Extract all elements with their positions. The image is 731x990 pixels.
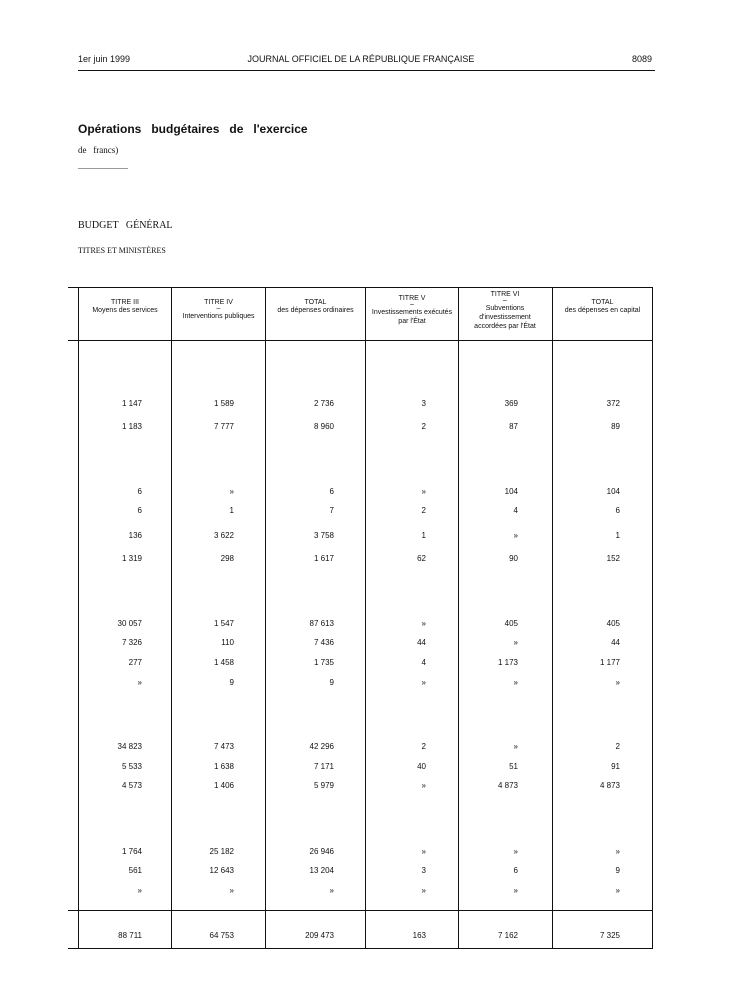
table-cell: 3 (421, 866, 426, 875)
column-header-separator: – (503, 297, 507, 304)
column-divider (652, 287, 653, 949)
table-cell: 104 (606, 487, 620, 496)
table-cell: » (615, 678, 620, 687)
table-cell: 6 (329, 487, 334, 496)
column-header-desc: Moyens des services (92, 307, 158, 314)
table-cell: 62 (417, 554, 426, 563)
column-header (463, 292, 547, 331)
table-cell: 51 (509, 762, 518, 771)
column-header-desc: Interventions publiques (182, 313, 255, 320)
table-cell: » (229, 487, 234, 496)
table-cell: 1 735 (313, 658, 334, 667)
table-cell: 1 764 (121, 847, 142, 856)
table-cell: 2 (615, 742, 620, 751)
total-cell: 7 325 (599, 931, 620, 940)
table-cell: 13 204 (309, 866, 334, 875)
column-header-title: TOTAL (304, 299, 327, 306)
table-cell: 1 (615, 531, 620, 540)
table-cell: 8 960 (313, 422, 334, 431)
table-cell: 2 (421, 506, 426, 515)
section-title: Opérations budgétaires de l'exercice (78, 122, 308, 136)
header-page-number: 8089 (631, 54, 652, 64)
table-cell: 34 823 (117, 742, 142, 751)
table-cell: 25 182 (209, 847, 234, 856)
table-cell: 7 171 (313, 762, 334, 771)
table-cell: » (421, 886, 426, 895)
column-header-desc: des dépenses ordinaires (277, 307, 354, 314)
table-cell: 4 873 (599, 781, 620, 790)
table-cell: » (615, 847, 620, 856)
table-cell: » (329, 886, 334, 895)
column-divider (171, 287, 172, 949)
table-cell: 6 (513, 866, 518, 875)
table-cell: 1 406 (213, 781, 234, 790)
table-cell: 7 326 (121, 638, 142, 647)
table-cell: » (421, 619, 426, 628)
header-rule (78, 70, 655, 71)
table-cell: » (421, 781, 426, 790)
table-cell: 1 177 (599, 658, 620, 667)
column-header-title: TITRE V (398, 295, 426, 302)
table-cell: 1 319 (121, 554, 142, 563)
table-cell: 1 638 (213, 762, 234, 771)
table-cell: 90 (509, 554, 518, 563)
table-cell: 89 (611, 422, 620, 431)
column-header-separator: – (410, 301, 414, 308)
table-cell: » (229, 886, 234, 895)
table-cell: » (421, 847, 426, 856)
column-header-desc: des dépenses en capital (564, 307, 641, 314)
table-cell: 44 (611, 638, 620, 647)
table-cell: 6 (615, 506, 620, 515)
table-cell: 91 (611, 762, 620, 771)
table-cell: 369 (504, 399, 518, 408)
table-cell: » (513, 847, 518, 856)
table-cell: 3 (421, 399, 426, 408)
table-cell: 44 (417, 638, 426, 647)
total-cell: 163 (412, 931, 426, 940)
table-cell: 12 643 (209, 866, 234, 875)
column-header-desc: Subventions d'investissement accordées par l'État (474, 305, 536, 330)
total-cell: 88 711 (118, 931, 142, 940)
table-cell: 152 (606, 554, 620, 563)
table-cell: 5 533 (121, 762, 142, 771)
column-header-title: TITRE VI (490, 291, 520, 298)
table-cell: 5 979 (313, 781, 334, 790)
table-cell: 7 777 (213, 422, 234, 431)
table-cell: 9 (229, 678, 234, 687)
table-cell: 2 (421, 742, 426, 751)
table-cell: 3 758 (313, 531, 334, 540)
table-cell: 4 573 (121, 781, 142, 790)
table-cell: 104 (504, 487, 518, 496)
table-cell: 1 458 (213, 658, 234, 667)
table-cell: 87 613 (309, 619, 334, 628)
table-cell: 1 173 (497, 658, 518, 667)
column-header (553, 300, 652, 315)
column-header-desc: Investissements exécutés par l'État (371, 309, 453, 325)
budget-label: BUDGET GÉNÉRAL (78, 220, 173, 231)
table-cell: 1 547 (213, 619, 234, 628)
table-cell: 2 736 (313, 399, 334, 408)
table-cell: 1 (229, 506, 234, 515)
table-cell: 405 (504, 619, 518, 628)
table-cell: 4 (513, 506, 518, 515)
table-cell: 1 617 (313, 554, 334, 563)
table-cell: 1 (421, 531, 426, 540)
table-cell: 405 (606, 619, 620, 628)
table-cell: 561 (128, 866, 142, 875)
column-header (79, 300, 171, 315)
table-cell: » (513, 886, 518, 895)
table-cell: 277 (128, 658, 142, 667)
table-cell: » (513, 742, 518, 751)
column-divider (365, 287, 366, 949)
table-cell: » (137, 886, 142, 895)
column-header-separator: – (216, 305, 221, 312)
table-cell: 1 147 (121, 399, 142, 408)
total-cell: 64 753 (209, 931, 234, 940)
table-cell: 42 296 (309, 742, 334, 751)
subtitle-rule (78, 168, 128, 169)
total-cell: 209 473 (305, 931, 334, 940)
table-cell: 6 (137, 487, 142, 496)
table-cell: » (513, 531, 518, 540)
table-cell: 9 (329, 678, 334, 687)
column-header-title: TITRE III (111, 299, 139, 306)
table-cell: 110 (221, 638, 234, 647)
table-cell: 3 622 (213, 531, 234, 540)
table-cell: 4 873 (497, 781, 518, 790)
table-cell: 136 (128, 531, 142, 540)
table-cell: 2 (421, 422, 426, 431)
table-cell: 7 436 (313, 638, 334, 647)
table-cell: » (513, 678, 518, 687)
column-header (172, 300, 265, 321)
table-cell: 6 (137, 506, 142, 515)
table-cell: 298 (220, 554, 234, 563)
section-subtitle: de francs) (78, 145, 119, 155)
column-divider (265, 287, 266, 949)
column-header-title: TITRE IV (204, 299, 233, 306)
table-bottom-rule (68, 948, 653, 949)
table-cell: » (615, 886, 620, 895)
column-divider (552, 287, 553, 949)
table-cell: » (421, 678, 426, 687)
table-cell: 1 183 (121, 422, 142, 431)
table-cell: 30 057 (117, 619, 142, 628)
header-date: 1er juin 1999 (78, 54, 131, 64)
table-cell: » (513, 638, 518, 647)
table-top-rule (68, 287, 653, 288)
column-header-title: TOTAL (591, 299, 614, 306)
table-cell: » (137, 678, 142, 687)
table-cell: 26 946 (309, 847, 334, 856)
table-cell: » (421, 487, 426, 496)
table-cell: 7 (329, 506, 334, 515)
header-bottom-rule (68, 340, 653, 341)
table-cell: 9 (615, 866, 620, 875)
column-divider (458, 287, 459, 949)
table-cell: 40 (417, 762, 426, 771)
totals-top-rule (68, 910, 653, 911)
total-cell: 7 162 (497, 931, 518, 940)
table-cell: 87 (509, 422, 518, 431)
column-divider (78, 287, 79, 949)
table-cell: 1 589 (213, 399, 234, 408)
header-journal-title: JOURNAL OFFICIEL DE LA RÉPUBLIQUE FRANÇAISE (247, 54, 475, 64)
table-cell: 4 (421, 658, 426, 667)
titres-label: TITRES ET MINISTÈRES (78, 246, 166, 255)
table-cell: 372 (606, 399, 620, 408)
column-header (266, 300, 365, 315)
column-header (370, 296, 454, 326)
table-cell: 7 473 (213, 742, 234, 751)
